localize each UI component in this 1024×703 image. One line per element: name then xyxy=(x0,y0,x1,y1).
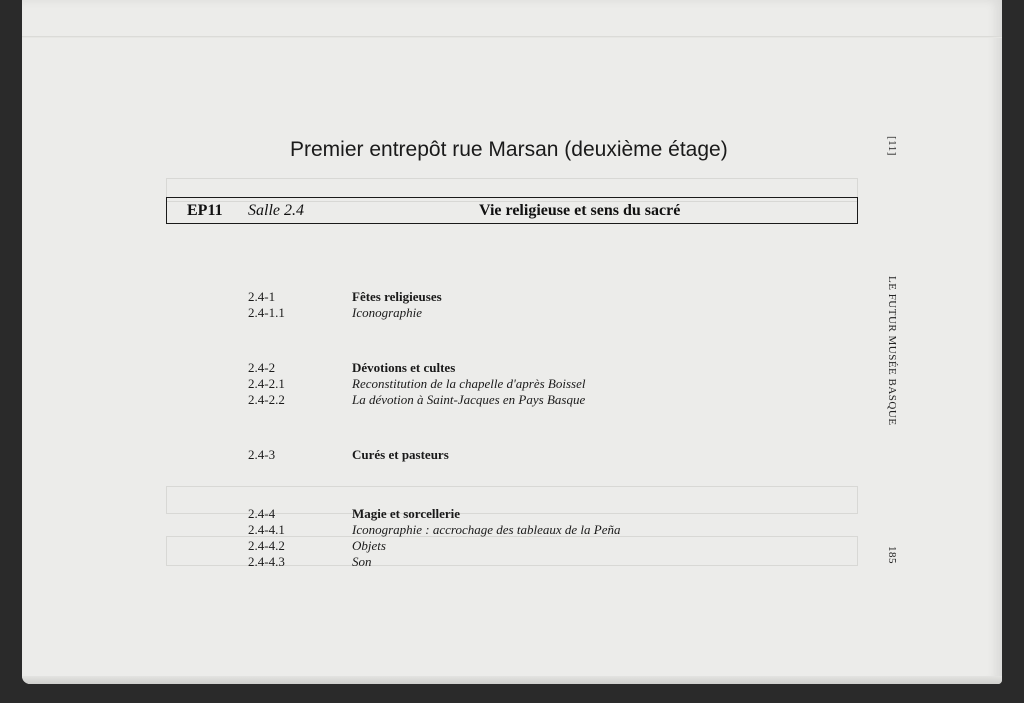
room-code: EP11 xyxy=(187,202,223,219)
page-fold xyxy=(22,36,1002,38)
entry-number: 2.4-4 xyxy=(248,506,276,521)
running-title: LE FUTUR MUSÉE BASQUE xyxy=(886,276,898,426)
entry-number: 2.4-1.1 xyxy=(248,305,285,320)
entry-number: 2.4-3 xyxy=(248,447,276,462)
entry-label: Dévotions et cultes xyxy=(352,360,456,375)
entry-label: Iconographie xyxy=(352,305,423,320)
page-edge xyxy=(22,676,1002,684)
page-title: Premier entrepôt rue Marsan (deuxième étage) xyxy=(290,138,728,161)
entry-label: Curés et pasteurs xyxy=(352,447,449,462)
room-name: Salle 2.4 xyxy=(248,202,304,219)
entry-number: 2.4-4.3 xyxy=(248,554,285,569)
entry-label: Fêtes religieuses xyxy=(352,289,442,304)
entry-number: 2.4-1 xyxy=(248,289,276,304)
room-theme: Vie religieuse et sens du sacré xyxy=(479,202,681,219)
entry-number: 2.4-2 xyxy=(248,360,276,375)
entry-label: Magie et sorcellerie xyxy=(352,506,461,521)
entry-label: La dévotion à Saint-Jacques en Pays Basque xyxy=(352,392,586,407)
entry-number: 2.4-2.2 xyxy=(248,392,285,407)
entry-label: Reconstitution de la chapelle d'après Boissel xyxy=(352,376,586,391)
entry-label: Iconographie : accrochage des tableaux de la Peña xyxy=(352,522,621,537)
section-tag: [11] xyxy=(886,136,898,156)
room-header-box xyxy=(166,197,858,224)
entry-label: Objets xyxy=(352,538,386,553)
book-page xyxy=(22,0,1002,684)
entry-number: 2.4-4.1 xyxy=(248,522,285,537)
entry-number: 2.4-4.2 xyxy=(248,538,285,553)
entry-number: 2.4-2.1 xyxy=(248,376,285,391)
page-number: 185 xyxy=(886,546,898,564)
entry-label: Son xyxy=(352,554,372,569)
